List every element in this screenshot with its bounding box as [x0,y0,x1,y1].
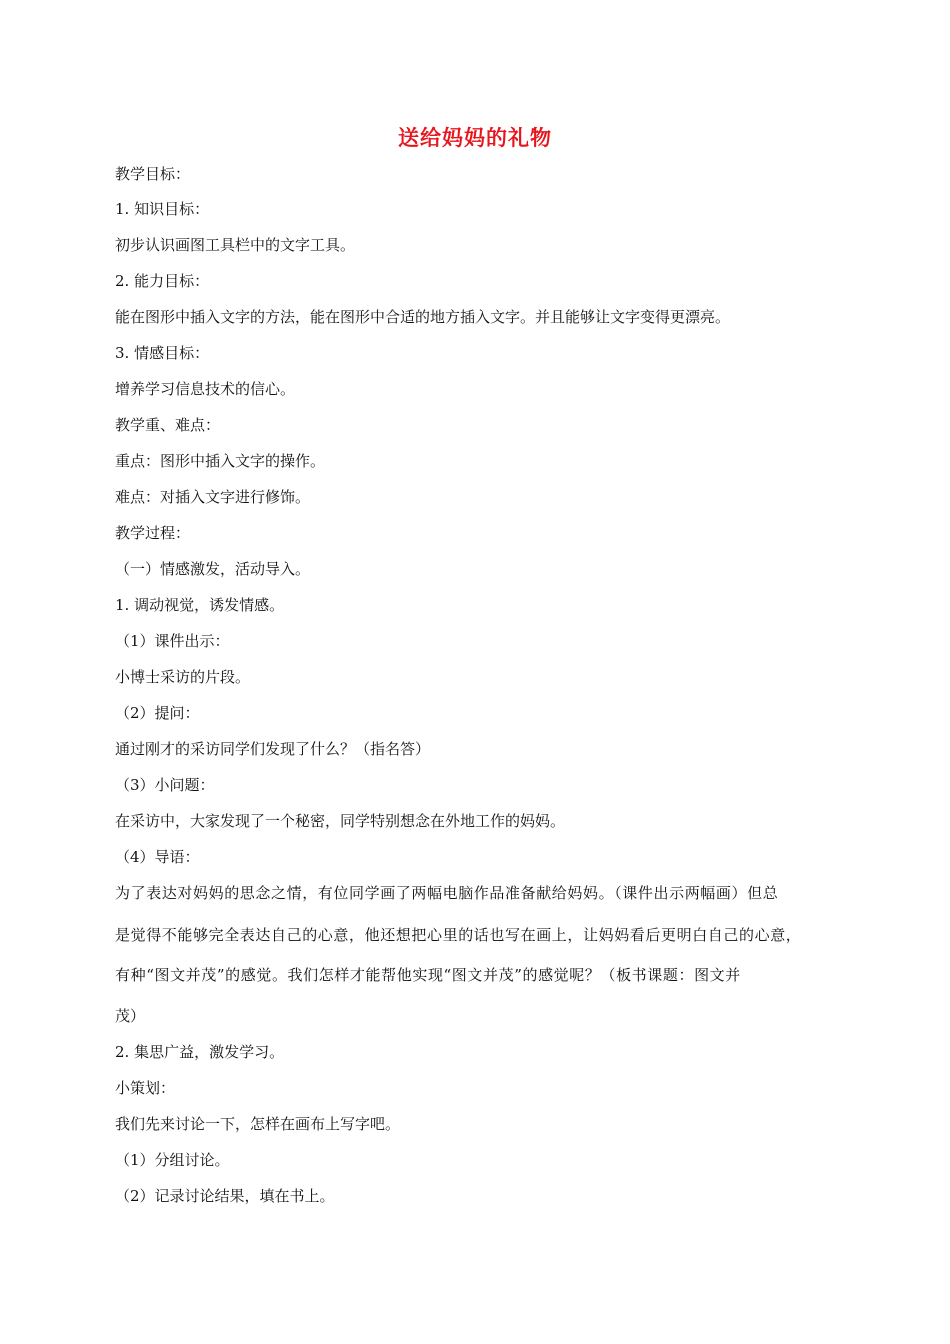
text-line: 3. 情感目标： [115,344,210,362]
text-line: 教学重、难点： [115,416,221,434]
text-line: （1）分组讨论。 [115,1151,230,1169]
text-line: 小博士采访的片段。 [115,668,251,686]
document-title: 送给妈妈的礼物 [398,126,552,150]
text-line: （一）情感激发，活动导入。 [115,560,311,578]
text-line: 1. 知识目标： [115,200,210,218]
text-line: 在采访中，大家发现了一个秘密，同学特别想念在外地工作的妈妈。 [115,812,566,830]
text-line: 教学过程： [115,524,191,542]
text-line: 增养学习信息技术的信心。 [115,380,296,398]
text-line: 重点：图形中插入文字的操作。 [115,452,326,470]
text-line: （1）课件出示： [115,632,230,650]
text-line: （4）导语： [115,848,200,866]
text-line: 能在图形中插入文字的方法，能在图形中合适的地方插入文字。并且能够让文字变得更漂亮。 [115,308,731,326]
text-line: 难点：对插入文字进行修饰。 [115,488,311,506]
text-line: 茂） [115,1007,146,1025]
text-line: （2）提问： [115,704,200,722]
text-line: （2）记录讨论结果，填在书上。 [115,1187,335,1205]
text-line: 有种“图文并茂”的感觉。我们怎样才能帮他实现“图文并茂”的感觉呢？（板书课题：图文并 [115,966,741,984]
text-line: 1. 调动视觉，诱发情感。 [115,596,285,614]
text-line: 我们先来讨论一下，怎样在画布上写字吧。 [115,1115,401,1133]
text-line: 教学目标： [115,165,191,183]
text-line: 为了表达对妈妈的思念之情，有位同学画了两幅电脑作品准备献给妈妈。（课件出示两幅画）但总 [115,884,779,902]
text-line: 2. 能力目标： [115,272,210,290]
text-line: 通过刚才的采访同学们发现了什么？（指名答） [115,740,431,758]
text-line: 小策划： [115,1079,176,1097]
text-line: 是觉得不能够完全表达自己的心意，他还想把心里的话也写在画上，让妈妈看后更明白自己的心意， [115,926,802,944]
text-line: 初步认识画图工具栏中的文字工具。 [115,236,356,254]
text-line: 2. 集思广益，激发学习。 [115,1043,285,1061]
text-line: （3）小问题： [115,776,215,794]
